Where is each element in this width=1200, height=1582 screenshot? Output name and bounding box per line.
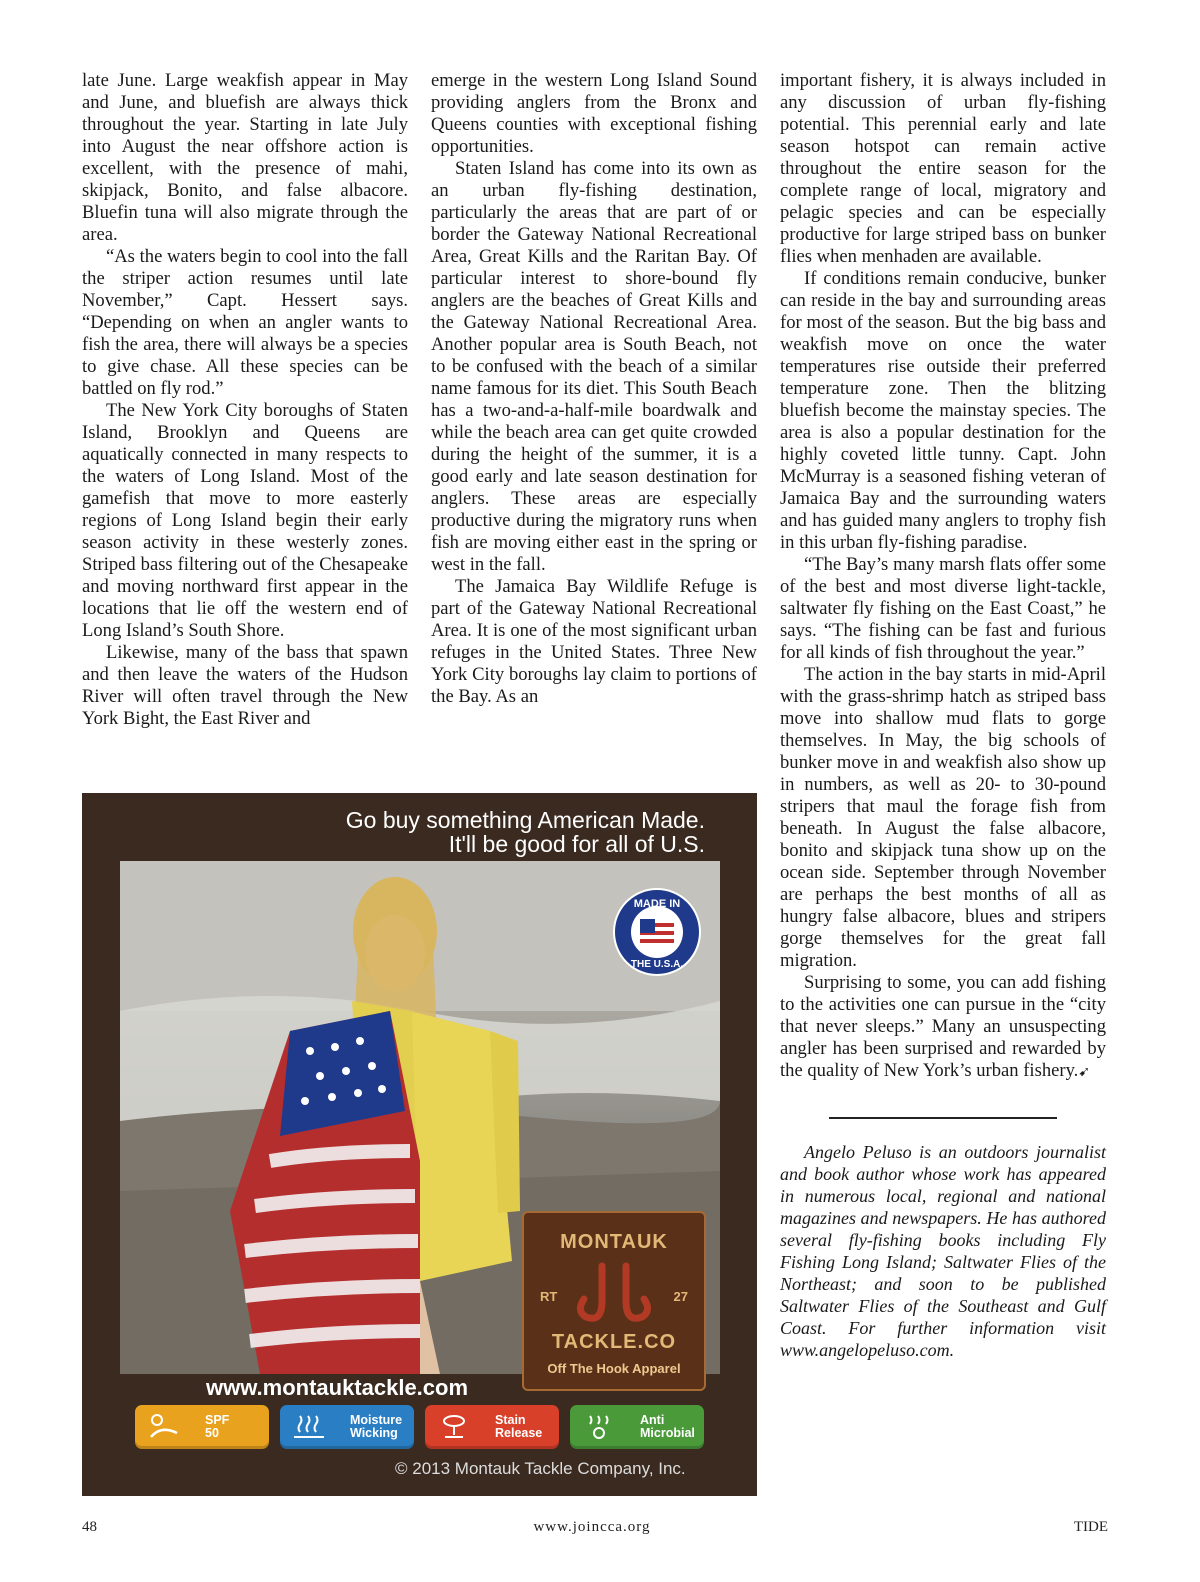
end-mark-icon: ➹ <box>1078 1064 1091 1080</box>
article-column-3 <box>780 70 1106 1361</box>
badge-anti-microbial <box>570 1405 704 1449</box>
logo-slogan: Off The Hook Apparel <box>547 1361 681 1376</box>
badge-line-2: Microbial <box>640 1426 695 1440</box>
article-column-2 <box>431 70 757 708</box>
badge-line-2: Release <box>495 1426 543 1440</box>
paragraph: emerge in the western Long Island Sound providing anglers from the Bronx and Queens counties with exceptional fishing opportunities. <box>431 70 757 157</box>
ad-website-link[interactable]: www.montauktackle.com <box>206 1375 469 1400</box>
paragraph: The New York City boroughs of Staten Island, Brooklyn and Queens are aquatically connected in many respects to the waters of Long Island. Most of the gamefish that move to more easterly regions of Long Island begin their early season activity in these westerly zones. Striped bass filtering out of the Chesapeake and moving northward first appear in the locations that lie off the western end of Long Island’s South Shore. <box>82 400 408 641</box>
badge-line-2: Wicking <box>350 1426 398 1440</box>
badge-line-2: 50 <box>205 1426 219 1440</box>
magazine-name: TIDE <box>1073 1519 1108 1535</box>
sun-person-icon <box>147 1413 181 1441</box>
page-number: 48 <box>82 1519 97 1535</box>
made-in-usa-seal <box>612 887 702 977</box>
badge-label <box>640 1414 695 1440</box>
paragraph: “The Bay’s many marsh flats offer some of the best and most diverse light-tackle, saltwater fly fishing on the East Coast,” he says. “The fishing can be fast and furious for all kinds of fish throughout the year.” <box>780 554 1106 663</box>
paragraph: The Jamaica Bay Wildlife Refuge is part of the Gateway National Recreational Area. It is one of the most significant urban refuges in the United States. Three New York City boroughs lay claim to portions of the Bay. As an <box>431 576 757 707</box>
feature-badges <box>135 1405 705 1451</box>
badge-spf <box>135 1405 269 1449</box>
paragraph: late June. Large weakfish appear in May and June, and bluefish are always thick throughout the year. Starting in late July into August the near offshore action is excellent, with the presence of mahi, skipjack, Bonito, and false albacore. Bluefin tuna will also migrate through the area. <box>82 70 408 245</box>
paragraph: The action in the bay starts in mid-April with the grass-shrimp hatch as striped bass move into shallow mud flats to gorge themselves. In May, the big schools of bunker move in and weakfish also show up in numbers, as well as 20- to 30-pound stripers that maul the forage fish from beneath. In August the false albacore, bonito and skipjack tuna show up on the ocean side. September through November are perhaps the best months of all as hungry false albacore, blues and stripers gorge themselves for the great fall migration. <box>780 664 1106 971</box>
divider <box>829 1117 1057 1119</box>
paragraph: Staten Island has come into its own as an urban fly-fishing destination, particularly the areas that are part of or border the Gateway National Recreational Area, Great Kills and the Raritan Bay. Of particular interest to shore-bound fly anglers are the beaches of Great Kills and the Gateway National Recreational Area. Another popular area is South Beach, not to be confused with the beach of a similar name famous for its diet. This South Beach has a two-and-a-half-mile boardwalk and while the beach area can get quite crowded during the height of the summer, it is a good early and late season destination for anglers. These areas are especially productive during the migratory runs when fish are moving either east in the spring or west in the fall. <box>431 158 757 575</box>
badge-label <box>205 1414 229 1440</box>
badge-stain-release <box>425 1405 559 1449</box>
badge-moisture-wicking <box>280 1405 414 1449</box>
ad-tagline-line-1: Go buy something American Made. <box>345 807 705 833</box>
logo-left-text: RT <box>540 1289 558 1304</box>
ad-copyright: © 2013 Montauk Tackle Company, Inc. <box>395 1459 686 1478</box>
montauk-tackle-logo <box>522 1211 706 1391</box>
paragraph <box>780 972 1106 1083</box>
article-column-1 <box>82 70 408 730</box>
logo-top-text: MONTAUK <box>560 1231 668 1253</box>
paragraph: Likewise, many of the bass that spawn and then leave the waters of the Hudson River will often travel through the New York Bight, the East River and <box>82 642 408 729</box>
advertisement[interactable] <box>82 793 757 1496</box>
badge-line-1: Anti <box>640 1413 665 1427</box>
badge-line-1: Stain <box>495 1413 526 1427</box>
ad-tagline <box>346 808 705 856</box>
footer-url[interactable]: www.joincca.org <box>533 1519 651 1535</box>
ad-tagline-line-2: It'll be good for all of U.S. <box>448 831 705 857</box>
stain-icon <box>437 1413 471 1441</box>
seal-bottom-text: THE U.S.A. <box>630 959 684 970</box>
badge-label <box>350 1414 402 1440</box>
fish-hooks-icon <box>572 1261 656 1331</box>
logo-bottom-text: TACKLE.CO <box>551 1331 677 1353</box>
paragraph: important fishery, it is always included in any discussion of urban fly-fishing potential. This perennial early and late season hotspot can remain active throughout the entire season for the complete range of local, migratory and pelagic species and can be especially productive for large striped bass on bunker flies when menhaden are available. <box>780 70 1106 267</box>
paragraph: If conditions remain conducive, bunker can reside in the bay and surrounding areas for most of the season. But the big bass and weakfish move on once the water temperatures rise outside their preferred temperature zone. Then the blitzing bluefish become the mainstay species. The area is also a popular destination for the highly coveted little tunny. Capt. John McMurray is a seasoned fishing veteran of Jamaica Bay and the surrounding waters and has guided many anglers to trophy fish in this urban fly-fishing paradise. <box>780 268 1106 553</box>
usa-seal-icon <box>612 887 702 977</box>
paragraph: “As the waters begin to cool into the fall the striper action resumes until late November,” Capt. Hessert says. “Depending on when an angler wants to fish the area, there will always be a species to give chase. All these species can be battled on fly rod.” <box>82 246 408 399</box>
logo-right-text: 27 <box>673 1289 688 1304</box>
badge-line-1: SPF <box>205 1413 230 1427</box>
microbe-icon <box>582 1413 616 1441</box>
moisture-icon <box>292 1413 326 1441</box>
author-bio: Angelo Peluso is an outdoors journalist and book author whose work has appeared in numerous local, regional and national magazines and newspapers. He has authored several fly-fishing books including Fly Fishing Long Island; Saltwater Flies of the Northeast; and soon to be published Saltwater Flies of the Southeast and Gulf Coast. For further information visit www.angelopeluso.com. <box>780 1142 1106 1360</box>
seal-top-text: MADE IN <box>633 898 681 910</box>
badge-line-1: Moisture <box>350 1413 403 1427</box>
last-paragraph-text: Surprising to some, you can add fishing to the activities one can pursue in the “city that never sleeps.” Many an unsuspecting angler has been surprised and rewarded by the quality of New York’s urban fishery. <box>780 972 1106 1081</box>
badge-label <box>495 1414 542 1440</box>
